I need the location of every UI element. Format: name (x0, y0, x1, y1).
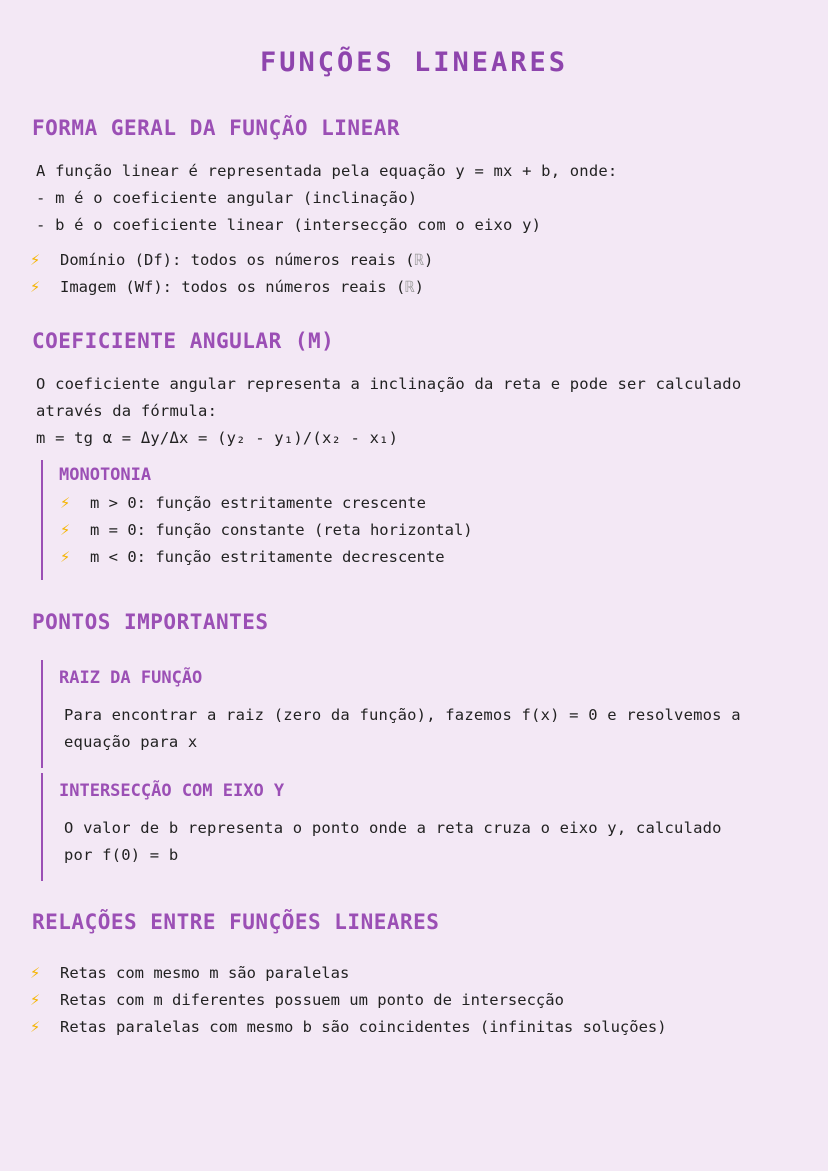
list-item (30, 960, 667, 987)
relacoes-list (30, 960, 667, 1041)
raiz-text (64, 702, 791, 756)
lightning-icon: ⚡ (30, 250, 41, 270)
section-heading-pontos-importantes: PONTOS IMPORTANTES (32, 610, 269, 634)
bullet-text: ) (414, 278, 424, 296)
section-heading-coeficiente-angular: COEFICIENTE ANGULAR (M) (32, 329, 335, 353)
raiz-heading: RAIZ DA FUNÇÃO (59, 668, 203, 688)
monotonia-heading: MONOTONIA (59, 465, 152, 485)
text-line: através da fórmula: (36, 402, 218, 420)
lightning-icon: ⚡ (30, 990, 41, 1010)
lightning-icon: ⚡ (60, 520, 71, 540)
text-line: A função linear é representada pela equação y = mx + b, onde: (36, 162, 618, 180)
lightning-icon: ⚡ (30, 277, 41, 297)
bullet-text: ) (423, 251, 434, 269)
bullet-text: m > 0: função estritamente crescente (90, 494, 426, 512)
text-line: Para encontrar a raiz (zero da função), fazemos f(x) = 0 e resolvemos a (64, 706, 741, 724)
section-heading-relacoes: RELAÇÕES ENTRE FUNÇÕES LINEARES (32, 910, 440, 934)
bullet-text: m < 0: função estritamente decrescente (90, 548, 445, 566)
monotonia-box (41, 460, 641, 580)
list-item (60, 544, 641, 571)
section-forma-geral-bullets (30, 247, 433, 301)
section-coeficiente-text (36, 371, 741, 452)
list-item (30, 274, 433, 301)
bullet-text: Imagem (Wf): todos os números reais ( (60, 278, 406, 296)
raiz-box (41, 660, 791, 768)
intersec-box (41, 773, 791, 881)
bullet-text: Domínio (Df): todos os números reais ( (60, 251, 415, 269)
text-line: - m é o coeficiente angular (inclinação) (36, 189, 418, 207)
list-item (30, 1014, 667, 1041)
formula: m = tg α = Δy/Δx = (y₂ - y₁)/(x₂ - x₁) (36, 429, 399, 447)
text-line: O coeficiente angular representa a inclinação da reta e pode ser calculado (36, 375, 742, 393)
text-line: - b é o coeficiente linear (intersecção com o eixo y) (36, 216, 542, 234)
bullet-text: Retas paralelas com mesmo b são coincidentes (infinitas soluções) (60, 1018, 667, 1036)
section-heading-forma-geral: FORMA GERAL DA FUNÇÃO LINEAR (32, 116, 401, 140)
bullet-text: Retas com m diferentes possuem um ponto de intersecção (60, 991, 564, 1009)
real-numbers-symbol: ℝ (414, 251, 424, 269)
list-item (30, 987, 667, 1014)
list-item (30, 247, 433, 274)
bullet-text: Retas com mesmo m são paralelas (60, 964, 350, 982)
bullet-text: m = 0: função constante (reta horizontal) (90, 521, 473, 539)
list-item (60, 517, 641, 544)
lightning-icon: ⚡ (60, 493, 71, 513)
text-line: equação para x (64, 733, 198, 751)
section-forma-geral-text (36, 158, 617, 239)
text-line: por f(0) = b (64, 846, 179, 864)
real-numbers-symbol: ℝ (405, 278, 415, 296)
monotonia-list (60, 490, 641, 571)
list-item (60, 490, 641, 517)
lightning-icon: ⚡ (30, 963, 41, 983)
page-title: FUNÇÕES LINEARES (259, 47, 569, 78)
intersec-heading: INTERSECÇÃO COM EIXO Y (59, 781, 285, 801)
text-line: O valor de b representa o ponto onde a reta cruza o eixo y, calculado (64, 819, 722, 837)
intersec-text (64, 815, 791, 869)
lightning-icon: ⚡ (30, 1017, 41, 1037)
lightning-icon: ⚡ (60, 547, 71, 567)
